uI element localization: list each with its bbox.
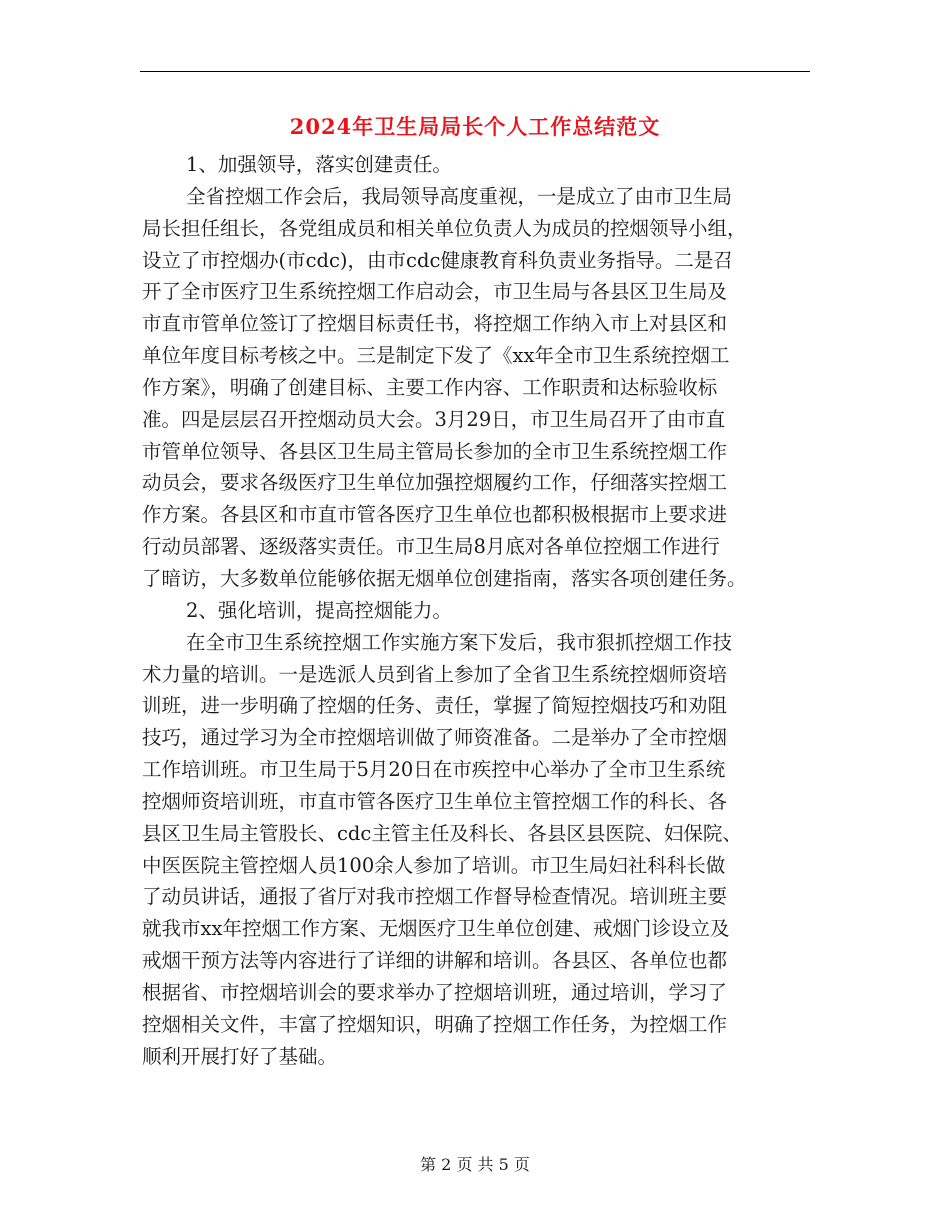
paragraph-line: 市管单位领导、各县区卫生局主管局长参加的全市卫生系统控烟工作 xyxy=(142,439,728,463)
paragraph-line: 局长担任组长，各党组成员和相关单位负责人为成员的控烟领导小组， xyxy=(142,216,747,240)
paragraph-line: 作方案。各县区和市直市管各医疗卫生单位也都积极根据市上要求进 xyxy=(142,503,728,527)
paragraph-line: 设立了市控烟办(市cdc)，由市cdc健康教育科负责业务指导。二是召 xyxy=(142,248,733,272)
section-heading-1: 1、加强领导，落实创建责任。 xyxy=(186,153,452,176)
paragraph-line: 开了全市医疗卫生系统控烟工作启动会，市卫生局与各县区卫生局及 xyxy=(142,280,728,304)
paragraph-line: 县区卫生局主管股长、cdc主管主任及科长、各县区县医院、妇保院、 xyxy=(142,821,742,845)
paragraph-line: 中医医院主管控烟人员100余人参加了培训。市卫生局妇社科科长做 xyxy=(142,853,726,877)
paragraph-line: 全省控烟工作会后，我局领导高度重视，一是成立了由市卫生局 xyxy=(186,184,733,208)
paragraph-line: 行动员部署、逐级落实责任。市卫生局8月底对各单位控烟工作进行 xyxy=(142,535,720,559)
paragraph-line: 工作培训班。市卫生局于5月20日在市疾控中心举办了全市卫生系统 xyxy=(142,758,726,782)
paragraph-line: 准。四是层层召开控烟动员大会。3月29日，市卫生局召开了由市直 xyxy=(142,407,726,431)
paragraph-line: 训班，进一步明确了控烟的任务、责任，掌握了简短控烟技巧和劝阻 xyxy=(142,694,728,718)
paragraph-line: 了动员讲话，通报了省厅对我市控烟工作督导检查情况。培训班主要 xyxy=(142,885,728,909)
section-heading-2: 2、强化培训，提高控烟能力。 xyxy=(186,598,452,622)
paragraph-line: 技巧，通过学习为全市控烟培训做了师资准备。二是举办了全市控烟 xyxy=(142,726,728,750)
paragraph-line: 就我市xx年控烟工作方案、无烟医疗卫生单位创建、戒烟门诊设立及 xyxy=(142,917,730,941)
paragraph-line: 控烟师资培训班，市直市管各医疗卫生单位主管控烟工作的科长、各 xyxy=(142,789,728,813)
paragraph-line: 根据省、市控烟培训会的要求举办了控烟培训班，通过培训，学习了 xyxy=(142,980,728,1004)
paragraph-line: 市直市管单位签订了控烟目标责任书，将控烟工作纳入市上对县区和 xyxy=(142,312,728,336)
paragraph-line: 在全市卫生系统控烟工作实施方案下发后，我市狠抓控烟工作技 xyxy=(186,630,733,654)
paragraph-line: 顺利开展打好了基础。 xyxy=(142,1044,338,1068)
paragraph-line: 了暗访，大多数单位能够依据无烟单位创建指南，落实各项创建任务。 xyxy=(142,566,747,590)
header-rule xyxy=(140,71,810,72)
paragraph-line: 戒烟干预方法等内容进行了详细的讲解和培训。各县区、各单位也都 xyxy=(142,949,728,973)
paragraph-line: 动员会，要求各级医疗卫生单位加强控烟履约工作，仔细落实控烟工 xyxy=(142,471,728,495)
document-body xyxy=(142,149,814,1072)
paragraph-line: 作方案》，明确了创建目标、主要工作内容、工作职责和达标验收标 xyxy=(142,375,718,399)
page-number-footer: 第 2 页 共 5 页 xyxy=(420,1155,530,1174)
paragraph-line: 单位年度目标考核之中。三是制定下发了《xx年全市卫生系统控烟工 xyxy=(142,344,730,368)
paragraph-line: 控烟相关文件，丰富了控烟知识，明确了控烟工作任务，为控烟工作 xyxy=(142,1012,728,1036)
document-title: 2024年卫生局局长个人工作总结范文 xyxy=(289,114,661,139)
paragraph-line: 术力量的培训。一是选派人员到省上参加了全省卫生系统控烟师资培 xyxy=(142,662,728,686)
